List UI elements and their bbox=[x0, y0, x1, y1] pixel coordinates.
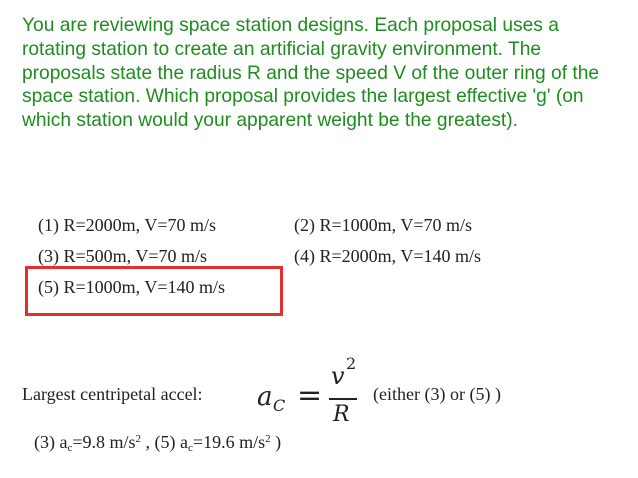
question-text: You are reviewing space station designs. Each proposal uses a rotating station to create an artificial gravity environment. The proposals state the radius R and the speed V of the outer ring of the space station. Which proposal provides the largest effective 'g' (on which station would your apparent weight be the greatest). bbox=[22, 15, 600, 132]
option-2: (2) R=1000m, V=70 m/s bbox=[294, 215, 472, 235]
result-3-unit-power: 2 bbox=[135, 433, 142, 445]
results-line bbox=[34, 432, 281, 454]
formula-equals: = bbox=[297, 378, 323, 413]
results-close: ) bbox=[270, 432, 282, 452]
centripetal-formula bbox=[255, 352, 365, 432]
formula-denominator: R bbox=[333, 402, 350, 427]
result-5-subscript: c bbox=[188, 442, 193, 454]
result-3-label: (3) a bbox=[34, 432, 68, 452]
answer-highlight-box bbox=[25, 266, 283, 316]
formula-numerator-power: 2 bbox=[346, 354, 357, 373]
option-3: (3) R=500m, V=70 m/s bbox=[38, 246, 207, 266]
formula-lhs: a bbox=[257, 382, 273, 412]
explanation-note: (either (3) or (5) ) bbox=[373, 384, 501, 404]
result-5-label: , (5) a bbox=[141, 432, 189, 452]
explanation-label: Largest centripetal accel: bbox=[22, 384, 203, 404]
option-4: (4) R=2000m, V=140 m/s bbox=[294, 246, 481, 266]
fraction-bar bbox=[329, 398, 357, 400]
result-5-value: =19.6 m/s bbox=[192, 432, 266, 452]
result-3-subscript: c bbox=[67, 442, 73, 454]
option-1: (1) R=2000m, V=70 m/s bbox=[38, 215, 216, 235]
formula-numerator: v bbox=[331, 362, 345, 390]
option-5: (5) R=1000m, V=140 m/s bbox=[38, 277, 225, 297]
result-5-unit-power: 2 bbox=[265, 433, 271, 445]
formula-lhs-subscript: C bbox=[273, 396, 286, 415]
result-3-value: =9.8 m/s bbox=[72, 432, 136, 452]
